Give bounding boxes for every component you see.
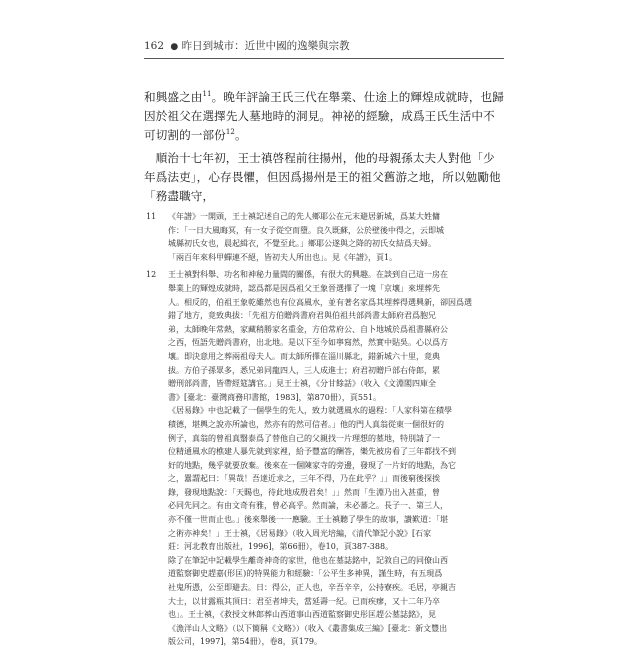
footnote-text (168, 268, 504, 649)
footnote-line: 之術亦神矣！」王士禛，《居易錄》（收入周光培編，《清代筆記小說》[石家 (168, 528, 432, 538)
footnote-line: 大士，以甘露瓶其頂曰：君至者坤夫，當延壽一紀。已而疾瘳，又十二年乃卒 (168, 596, 440, 606)
paragraph-1 (144, 88, 504, 145)
footnote-ref-11[interactable]: 11 (202, 90, 212, 99)
running-header (144, 38, 504, 59)
footnote-line: 書》[臺北：臺灣商務印書館，1983]，第870冊），頁551。 (168, 392, 382, 402)
footnote-text (168, 210, 504, 264)
footnote-line: 位精通風水的樵建人暴先就到家裡，給予豐富的酬答，樂先被房看了三年都找不到 (168, 447, 456, 457)
footnotes (146, 210, 504, 653)
footnote-line: 《居易錄》中也記載了一個學生的先人，致力就選風水的過程：「人家科第在積學 (168, 406, 452, 416)
footnote-line: 版公司，1997]，第54冊），卷8，頁179。 (168, 637, 323, 647)
paragraph-1-part-c: 。 (234, 128, 247, 142)
footnote-line: 好的地點，幾乎就要放棄。後來在一個陳家寺的旁邊，發現了一片好的地點，為它 (168, 460, 456, 470)
footnote-line: 人。相反的，伯祖王象乾雖然也有位高風水，並有著名家爲其埋葬得選興新，卻因爲選 (168, 297, 472, 307)
paragraph-1-part-b: 。晚年評論王氏三代在舉業、仕途上的輝煌成就時，也歸因於祖父在選擇先人墓地時的洞見。神祕的經驗，成爲王氏生活中不可切割的一部份 (144, 90, 504, 142)
footnote-line: 拔。方伯子孫眾多，悉兄弟同龍四人，三人成進士；府君初贈戶部右侍郎，累 (168, 365, 440, 375)
footnote-line: 贈刑部尚書，皆帶經筵講官。」見王士禛，《分甘餘話》（收入《文淵閣四庫全 (168, 379, 436, 389)
footnote-number: 11 (146, 212, 157, 221)
running-title: 昨日到城市：近世中國的逸樂與宗教 (181, 40, 350, 52)
footnote-ref-12[interactable]: 12 (225, 128, 235, 137)
footnote-line: 舉業上的輝煌成就時，認爲都是因爲祖父王象晉選擇了一塊「京壤」來埋葬先 (168, 283, 440, 293)
footnote-line: 弟，太師晚年常熱，家藏稍勝家名重金，方伯常府公、自卜地城於爲祖書縣府公 (168, 324, 448, 334)
main-text (144, 88, 504, 206)
footnote-line: 之，囂謂起曰：「異哉！吾達近求之，三年不得，乃在此乎？」」而後窮後探挨 (168, 474, 440, 484)
footnote-line: 錄，發現地點說：「天賜也，待此地成殷君矣！」」然而「生淵乃出入甚重，曾 (168, 487, 440, 497)
footnote-11 (146, 210, 504, 264)
footnote-line: 王士禛對科舉、功名和神秘力量間的關係，有很大的興趣。在談到自己這一房在 (168, 270, 448, 280)
footnote-line: 莊：河北教育出版社，1996]，第66冊），卷10，頁387-388。 (168, 542, 394, 552)
footnote-line: 之西，恆語先贈尚書府，出北地。是以下至今如寧寫然，然實中貼吳。心以爲方 (168, 338, 448, 348)
footnote-12 (146, 268, 504, 649)
paragraph-2: 順治十七年初，王士禛啓程前往揚州，他的母親孫太夫人對他「少年爲法吏」，心存畏懼，但因爲揚州是王的祖父舊游之地，所以勉勵他「務盡職守， (144, 151, 501, 203)
footnote-line: 作：「一日大風晦冥，有一女子從空而墮。良久既蘇，公於壁後中得之，云即城 (168, 225, 444, 235)
footnote-line: 除了在筆記中記載學生離奇神奇的家世，他也在墓誌銘中，記敘自己的同僚山西 (168, 555, 448, 565)
bullet-dot-icon: ● (170, 42, 179, 52)
footnote-line: 《漁洋山人文略》（以下簡稱《文略》）（收入《叢書集成三編》[臺北：新文豐出 (168, 623, 448, 633)
footnote-line: 《年譜》一開頭，王士禛記述自己的先人鄉耶公在元末避居新城，爲某大姓傭 (168, 212, 440, 221)
paragraph-1-part-a: 和興盛之由 (144, 90, 203, 104)
footnote-line: 亦不僅一世而止也。」後來舉後一一應驗。王士禛聽了學生的故事，讚歎道：「堪 (168, 515, 448, 525)
footnote-line: 必同先同之。有由文奇有雅，曾必高乎。然而論，未必蕃之。長子一、第三人， (168, 501, 448, 511)
footnote-line: 壤。即決意用之葬兩祖母夫人。而太師所擇在淄川縣北，錯新城六十里，竟典 (168, 351, 440, 361)
footnote-line: 城縣初氏女也，晨起緝衣，不覺至此。」鄉耶公遂與之降的初氏女結爲夫婦。 (168, 239, 436, 249)
footnote-line: 錯了地方，竟致典拔：「先祖方伯贈尚書府君與伯祖共部尚書太師府君爲胞兄 (168, 311, 436, 321)
footnote-line: 積德，堪輿之說亦所論也，然亦有的然可信者。」他的門人真翁從東一個很好的 (168, 419, 444, 429)
footnote-line: 例子，真翁的曾祖真翳泰爲了替他自己的父親找一片理想的墓地，特別請了一 (168, 433, 440, 443)
footnote-line: 社鬼所憑，公至即避去。日：得公，正人也，辛吾辛辛，公持寮疾。毛居，亭親吉 (168, 583, 456, 593)
footnote-number: 12 (146, 270, 157, 280)
footnote-line: 也」。王士禛，《救授文林郎葬山西道事山西道監察御史彤匡趕公墓誌銘》，見 (168, 610, 436, 620)
footnote-line: 「兩百年來科甲蟬連不絕，皆初夫人所出也」。見《年譜》，頁1。 (168, 252, 398, 262)
footnote-line: 道監察御史趕嘉(形匡)的特異能力和經驗：「公平生多神異，謹生時，有五現爲 (168, 569, 443, 579)
page-number: 162 (144, 40, 165, 52)
